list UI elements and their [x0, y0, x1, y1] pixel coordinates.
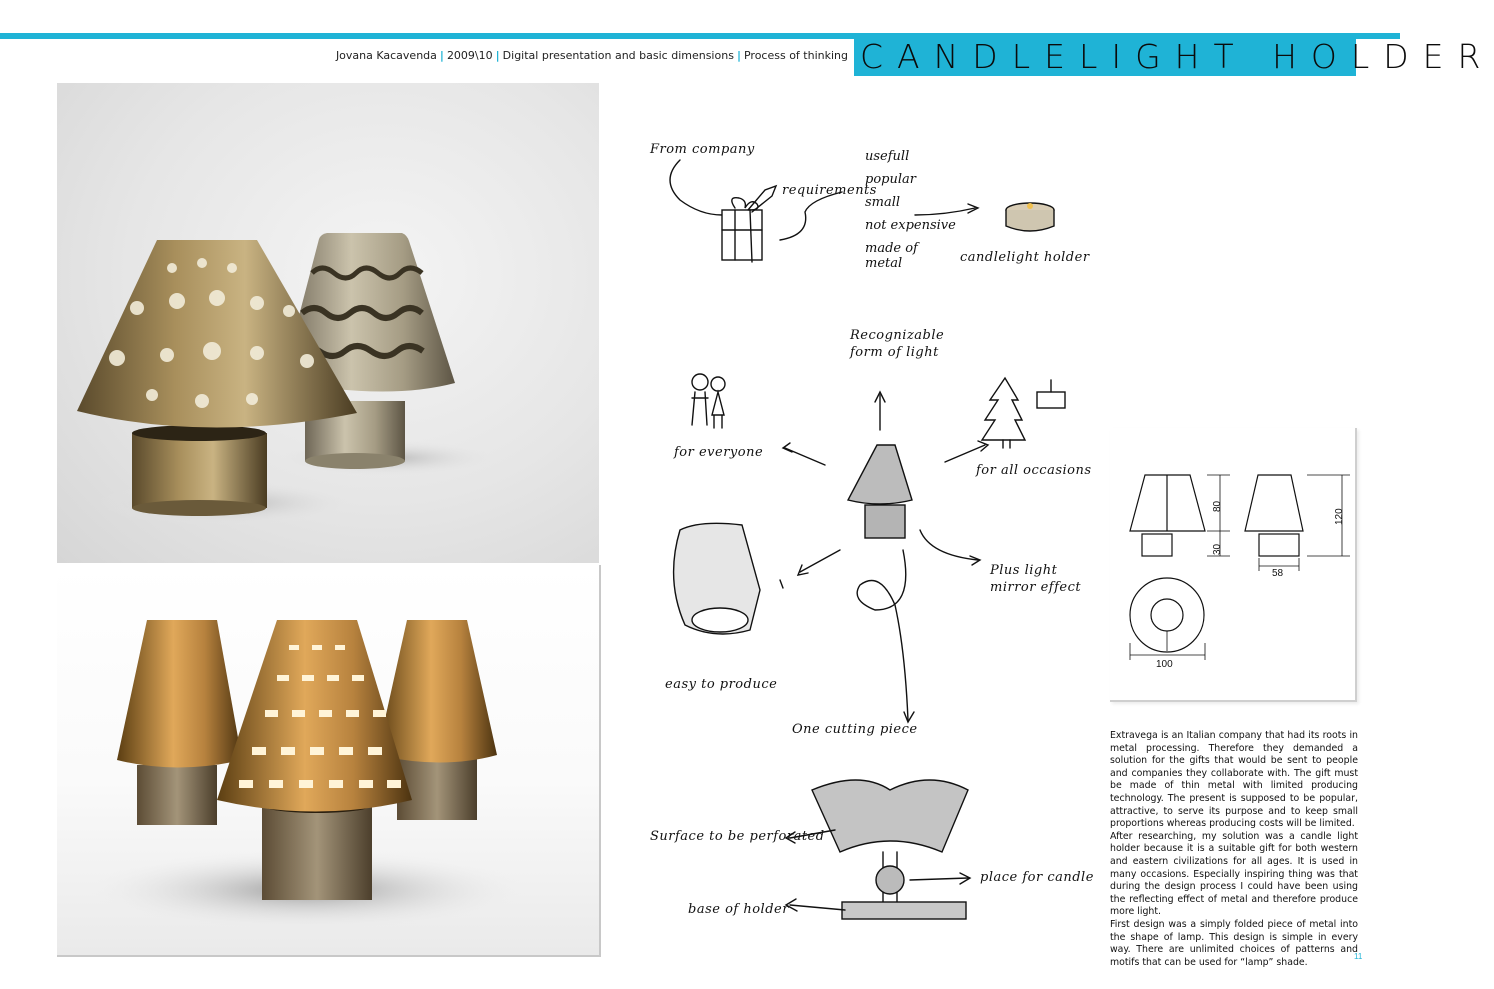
label-recognizable-1: Recognizable: [850, 328, 945, 343]
req-item: popular: [865, 172, 916, 187]
section-label: Digital presentation and basic dimensions: [502, 49, 734, 62]
technical-drawing: [1110, 428, 1357, 702]
label-for-everyone: for everyone: [674, 445, 764, 460]
header-breadcrumb: Jovana Kacavenda | 2009\10 | Digital presentation and basic dimensions | Process of thinking: [335, 49, 848, 62]
description-paragraph: First design was a simply folded piece of metal into the shape of lamp. This design is simple in every way. There are unlimited choices of patterns and motifs that can be used for “lamp” shade.: [1110, 918, 1358, 968]
label-plus-light-1: Plus light: [990, 563, 1058, 578]
description-paragraph: After researching, my solution was a candle light holder because it is a suitable gift for both western and eastern civilizations for all ages. It is used in many occasions. Especially inspiring thing was that during the design process I could have been using the reflecting effect of metal and therefore produce more light.: [1110, 830, 1358, 918]
label-requirements: requirements: [782, 183, 877, 198]
author-name: Jovana Kacavenda: [335, 49, 437, 62]
page-number: 11: [1354, 952, 1363, 961]
dim-100: 100: [1156, 659, 1173, 670]
dim-120: 120: [1334, 508, 1345, 525]
label-for-all-occasions: for all occasions: [976, 463, 1092, 478]
req-item: metal: [865, 256, 903, 271]
label-from-company: From company: [650, 142, 755, 157]
label-place-for-candle: place for candle: [980, 870, 1094, 885]
req-item: made of: [865, 241, 918, 256]
req-item: small: [865, 195, 901, 210]
label-candlelight-holder: candlelight holder: [960, 250, 1090, 265]
render-photo-snowflake-wave: [57, 83, 599, 563]
label-base-of-holder: base of holder: [688, 902, 789, 917]
dim-80: 80: [1212, 500, 1223, 512]
label-surface-perforated: Surface to be perforated: [650, 829, 825, 844]
label-plus-light-2: mirror effect: [990, 580, 1082, 595]
dim-30: 30: [1212, 543, 1223, 555]
requirements-list: [865, 145, 956, 271]
render-photo-perforated-trio: [57, 565, 601, 957]
label-recognizable-2: form of light: [850, 345, 939, 360]
title-banner: [854, 37, 1494, 76]
description-paragraph: Extravega is an Italian company that had its roots in metal processing. Therefore they demanded a solution for the gifts that would be sent to people and companies they collaborate with. The gift must be made of thin metal with limited producing technology. The present is supposed to be popular, attractive, to serve its purpose and to keep small proportions whereas producing costs will be limited.: [1110, 730, 1358, 830]
description-text: [1110, 730, 1358, 969]
label-one-cutting-piece: One cutting piece: [792, 722, 918, 737]
page-title: CANDLELIGHT HOLDER: [860, 37, 1494, 76]
label-easy-to-produce: easy to produce: [665, 677, 778, 692]
subsection-label: Process of thinking: [743, 49, 848, 62]
req-item: not expensive: [865, 218, 956, 233]
year-label: 2009\10: [446, 49, 493, 62]
dim-58: 58: [1272, 568, 1284, 579]
req-item: usefull: [865, 149, 910, 164]
